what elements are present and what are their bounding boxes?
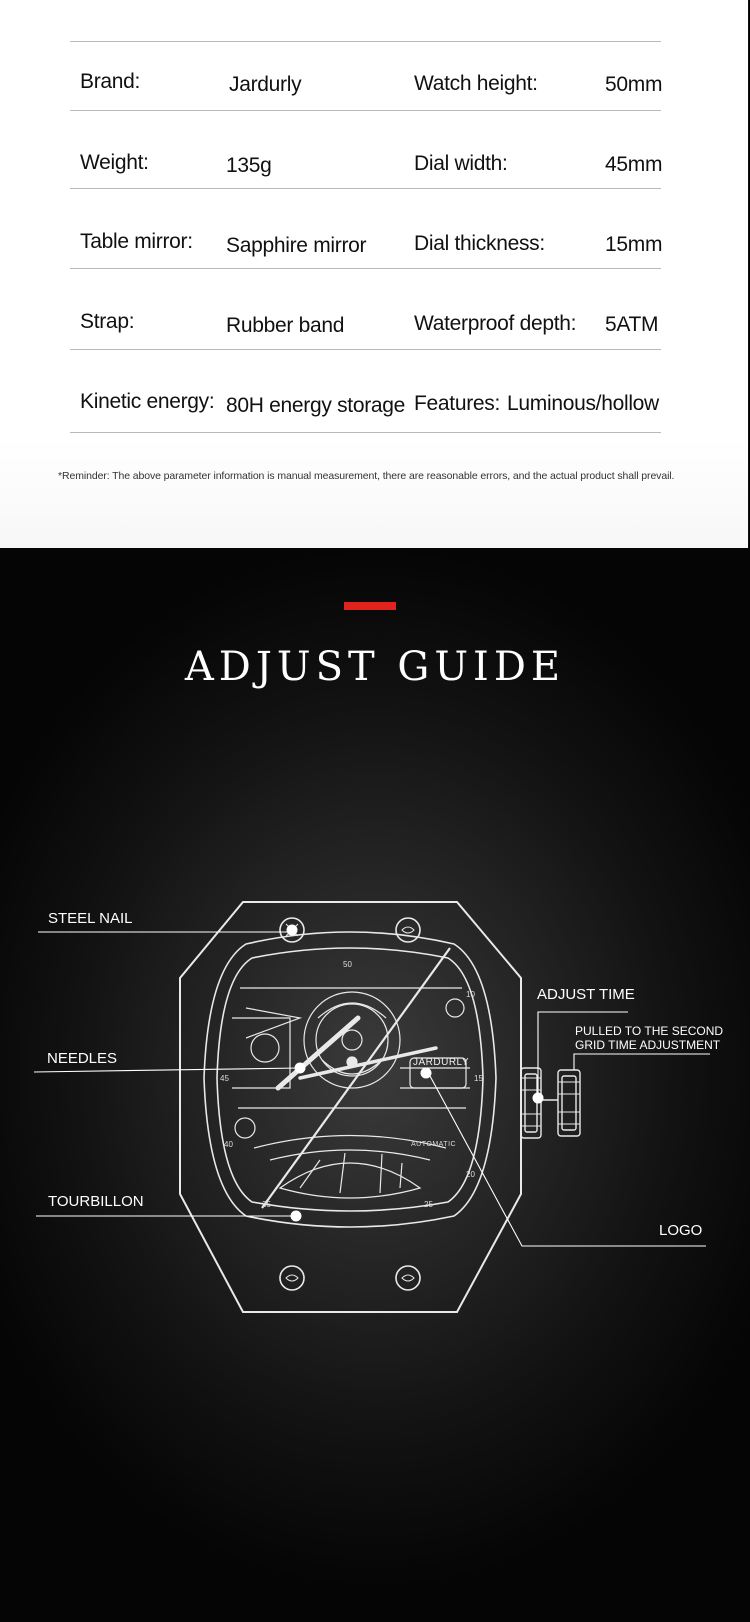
screw-bottom-left-icon [280, 1266, 304, 1290]
features-label: Features: [414, 392, 501, 415]
table-rule [70, 432, 661, 433]
tourbillon-dot [291, 1211, 302, 1222]
watch-height-value: 50mm [605, 73, 663, 96]
kinetic-energy-value: 80H energy storage [226, 394, 406, 417]
dial-marker-45: 45 [220, 1074, 229, 1083]
waterproof-depth-label: Waterproof depth: [414, 312, 577, 335]
kinetic-energy-label: Kinetic energy: [80, 390, 215, 413]
table-rule [70, 349, 661, 350]
dial-marker-40: 40 [224, 1140, 233, 1149]
table-mirror-value: Sapphire mirror [226, 234, 367, 257]
watch-height-label: Watch height: [414, 72, 538, 95]
brand-value: Jardurly [229, 73, 302, 96]
adjust-time-label: ADJUST TIME [537, 986, 635, 1003]
table-rule [70, 188, 661, 189]
steel-nail-dot [287, 925, 298, 936]
screw-bottom-right-icon [396, 1266, 420, 1290]
features-value: Luminous/hollow [507, 392, 659, 415]
needles-label: NEEDLES [47, 1050, 118, 1067]
table-mirror-label: Table mirror: [80, 230, 193, 253]
dial-marker-15: 15 [474, 1074, 483, 1083]
logo-label: LOGO [659, 1222, 703, 1239]
dial-thickness-label: Dial thickness: [414, 232, 545, 255]
dial-brand-text: JARDURLY [413, 1057, 470, 1068]
table-rule [70, 268, 661, 269]
strap-label: Strap: [80, 310, 135, 333]
brand-label: Brand: [80, 70, 141, 93]
dial-width-value: 45mm [605, 153, 663, 176]
steel-nail-label: STEEL NAIL [48, 910, 133, 927]
dial-marker-35: 35 [262, 1200, 271, 1209]
dial-marker-20: 20 [466, 1170, 475, 1179]
movement-skeleton-icon [232, 948, 470, 1208]
adjust-guide-section [0, 548, 750, 1622]
needles-dot [295, 1063, 306, 1074]
needles-leader [34, 1068, 300, 1072]
watch-diagram [0, 548, 750, 1622]
dial-marker-50: 50 [343, 960, 352, 969]
strap-value: Rubber band [226, 314, 345, 337]
crown-icon [521, 1068, 580, 1138]
logo-leader [430, 1076, 706, 1246]
spec-table-section [0, 0, 749, 548]
waterproof-depth-value: 5ATM [605, 313, 659, 336]
guide-title: ADJUST GUIDE [184, 644, 566, 690]
dial-marker-25: 25 [424, 1200, 433, 1209]
pulled-grid-line2: GRID TIME ADJUSTMENT [575, 1038, 721, 1052]
dial-width-label: Dial width: [414, 152, 508, 175]
weight-label: Weight: [80, 151, 149, 174]
weight-value: 135g [226, 154, 272, 177]
bezel-outline [204, 932, 496, 1227]
pulled-grid-leader [574, 1054, 710, 1070]
screw-top-right-icon [396, 918, 420, 942]
tourbillon-label: TOURBILLON [48, 1193, 144, 1210]
pulled-grid-line1: PULLED TO THE SECOND [575, 1024, 724, 1038]
crown-dot [533, 1093, 544, 1104]
dial-automatic-text: AUTOMATIC [411, 1141, 457, 1148]
table-rule [70, 110, 661, 111]
table-rule [70, 41, 661, 42]
dial-thickness-value: 15mm [605, 233, 663, 256]
reminder-note: *Reminder: The above parameter information is manual measurement, there are reasonable errors, and the actual product shall prevail. [58, 470, 675, 482]
dial-marker-10: 10 [466, 990, 475, 999]
